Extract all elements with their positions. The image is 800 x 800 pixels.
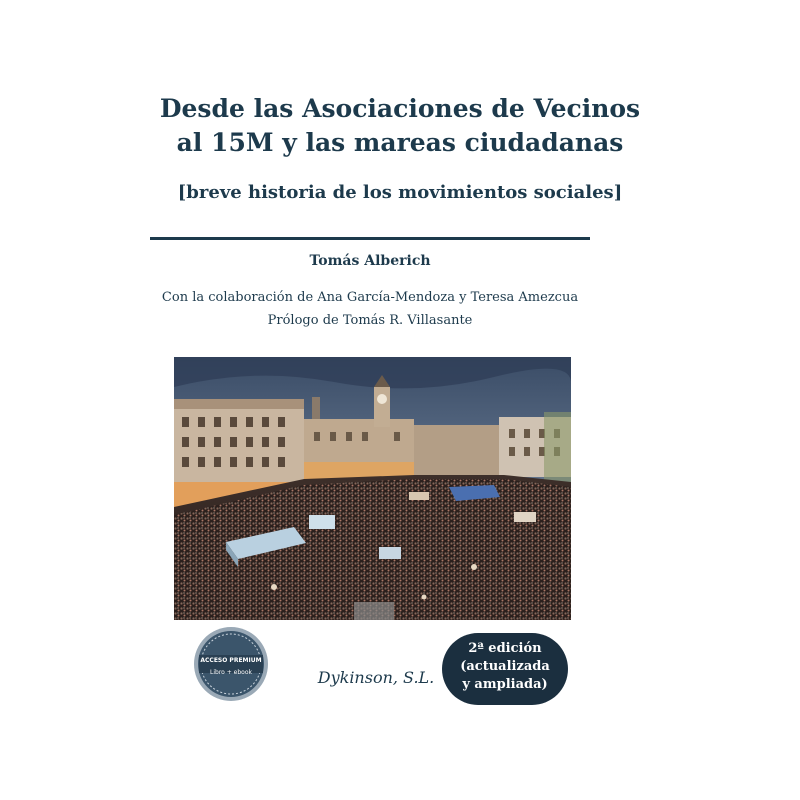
publisher-logo: Dykinson, S.L. — [317, 668, 435, 687]
seal-label: ACCESO PREMIUM — [200, 657, 262, 664]
divider — [150, 237, 590, 240]
book-subtitle: [breve historia de los movimientos sociales] — [177, 182, 623, 203]
edition-note-1: (actualizada — [460, 659, 550, 674]
book-title-line-2: al 15M y las mareas ciudadanas — [176, 128, 624, 157]
premium-access-seal — [193, 626, 269, 702]
crowd-photo — [174, 357, 571, 620]
edition-number: 2ª edición — [468, 641, 542, 656]
edition-note-2: y ampliada) — [462, 677, 548, 692]
plaza-crowd-illustration — [174, 357, 571, 620]
author-name: Tomás Alberich — [309, 253, 431, 269]
book-title-line-1: Desde las Asociaciones de Vecinos — [159, 94, 641, 123]
prologue-credit: Prólogo de Tomás R. Villasante — [267, 313, 473, 328]
seal-sublabel: Libro + ebook — [210, 669, 252, 676]
collaboration-credit: Con la colaboración de Ana García-Mendoza y Teresa Amezcua — [161, 290, 579, 305]
